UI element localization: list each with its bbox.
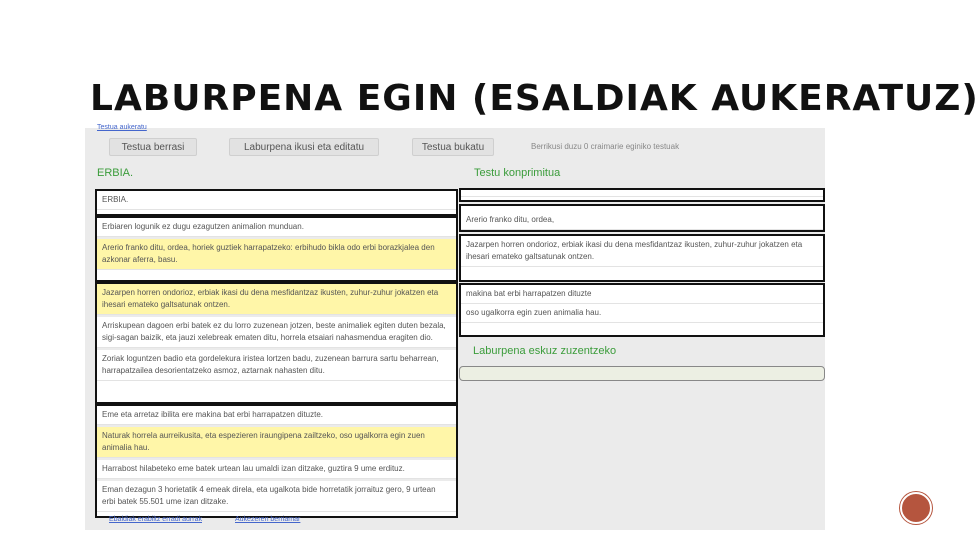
manual-edit-heading: Laburpena eskuz zuzentzeko xyxy=(473,345,617,357)
sentence-item[interactable] xyxy=(97,406,456,425)
footer-link-1[interactable]: Ebaldiak erabiltz erradi aurrak xyxy=(109,516,202,523)
summary-paragraph-3-box xyxy=(459,283,825,337)
sentence-item[interactable]: Erbiaren logunik ez dugu ezagutzen animalion munduan. xyxy=(97,218,456,237)
sentence-part: Eme eta arretaz ibilita ere makina bat erbi harrapatzen dituzte. xyxy=(102,410,324,419)
paragraph-1-box xyxy=(95,216,458,282)
summary-paragraph-1-box xyxy=(459,204,825,232)
sentence-item[interactable]: Arriskupean dagoen erbi batek ez du lorro zuzenean jotzen, beste animaliek egiten duten bezala, sigi-sagan baizik, eta jauzi xelebreak ematen ditu, horrela etsaiari nahasmendua eragiten dio. xyxy=(97,317,456,348)
manual-summary-field[interactable] xyxy=(459,366,825,381)
summary-sentence: Arerio franko ditu, ordea, xyxy=(461,206,823,230)
footer-link-2[interactable]: Aukezeren berriamar xyxy=(235,516,301,523)
sentence-item[interactable]: Harrabost hilabeteko eme batek urtean lau umaldi izan ditzake, guztira 9 ume erdituz. xyxy=(97,460,456,479)
compressed-text-heading: Testu konprimitua xyxy=(474,167,561,179)
sentence-item-selected[interactable]: Arerio franko ditu, ordea, horiek guztiek harrapatzeko: erbihudo bikla odo erbi borazkjalea den azkonar aferra, basu. xyxy=(97,239,456,270)
slide-title: LABURPENA EGIN (ESALDIAK AUKERATUZ) xyxy=(90,78,979,119)
paragraph-2-box xyxy=(95,282,458,404)
summary-paragraph-2-box xyxy=(459,234,825,282)
summary-sentence: Jazarpen horren ondorioz, erbiak ikasi du dena mesfidantzaz ikusten, zuhur-zuhur jokatzen eta ihesari emateko galtsatunak ontzen. xyxy=(461,236,823,267)
view-edit-summary-button[interactable]: Laburpena ikusi eta editatu xyxy=(229,138,379,156)
text-title-heading: ERBIA. xyxy=(97,167,134,179)
finish-text-button[interactable]: Testua bukatu xyxy=(412,138,494,156)
choose-text-link[interactable]: Testua aukeratu xyxy=(97,124,147,131)
paragraph-3-box xyxy=(95,404,458,518)
summary-sentence xyxy=(461,190,823,197)
sentence-item[interactable]: Eman dezagun 3 horietatik 4 emeak direla, eta ugalkota bide horretatik jorraituz gero, 9 urtean erbi batek 55.501 ume izan ditzake. xyxy=(97,481,456,512)
summary-sentence: oso ugalkorra egin zuen animalia hau. xyxy=(461,304,823,323)
sentence-item[interactable]: Zoriak loguntzen badio eta gordelekura iristea lortzen badu, zuzenean barrura sartu beharrean, harrapatzailea desorientatzeko asmoz, aztarnak nahasten ditu. xyxy=(97,350,456,381)
reset-text-button[interactable]: Testua berrasi xyxy=(109,138,197,156)
page-number-badge xyxy=(900,492,932,524)
status-text: Berrikusi duzu 0 craimarie eginiko testuak xyxy=(531,142,680,151)
sentence-item-selected[interactable]: Jazarpen horren ondorioz, erbiak ikasi du dena mesfidantzaz ikusten, zuhur-zuhur jokatzen eta ihesari emateko galtsatunak ontzen. xyxy=(97,284,456,315)
title-sentence[interactable]: ERBIA. xyxy=(97,191,456,210)
title-sentence-box xyxy=(95,189,458,216)
app-screenshot xyxy=(85,124,825,530)
summary-title-box xyxy=(459,188,825,202)
sentence-item-selected[interactable]: Naturak horrela aurreikusita, eta espezieren iraungipena zailtzeko, oso ugalkorra egin zuen animalia hau. xyxy=(97,427,456,458)
summary-sentence: makina bat erbi harrapatzen dituzte xyxy=(461,285,823,304)
